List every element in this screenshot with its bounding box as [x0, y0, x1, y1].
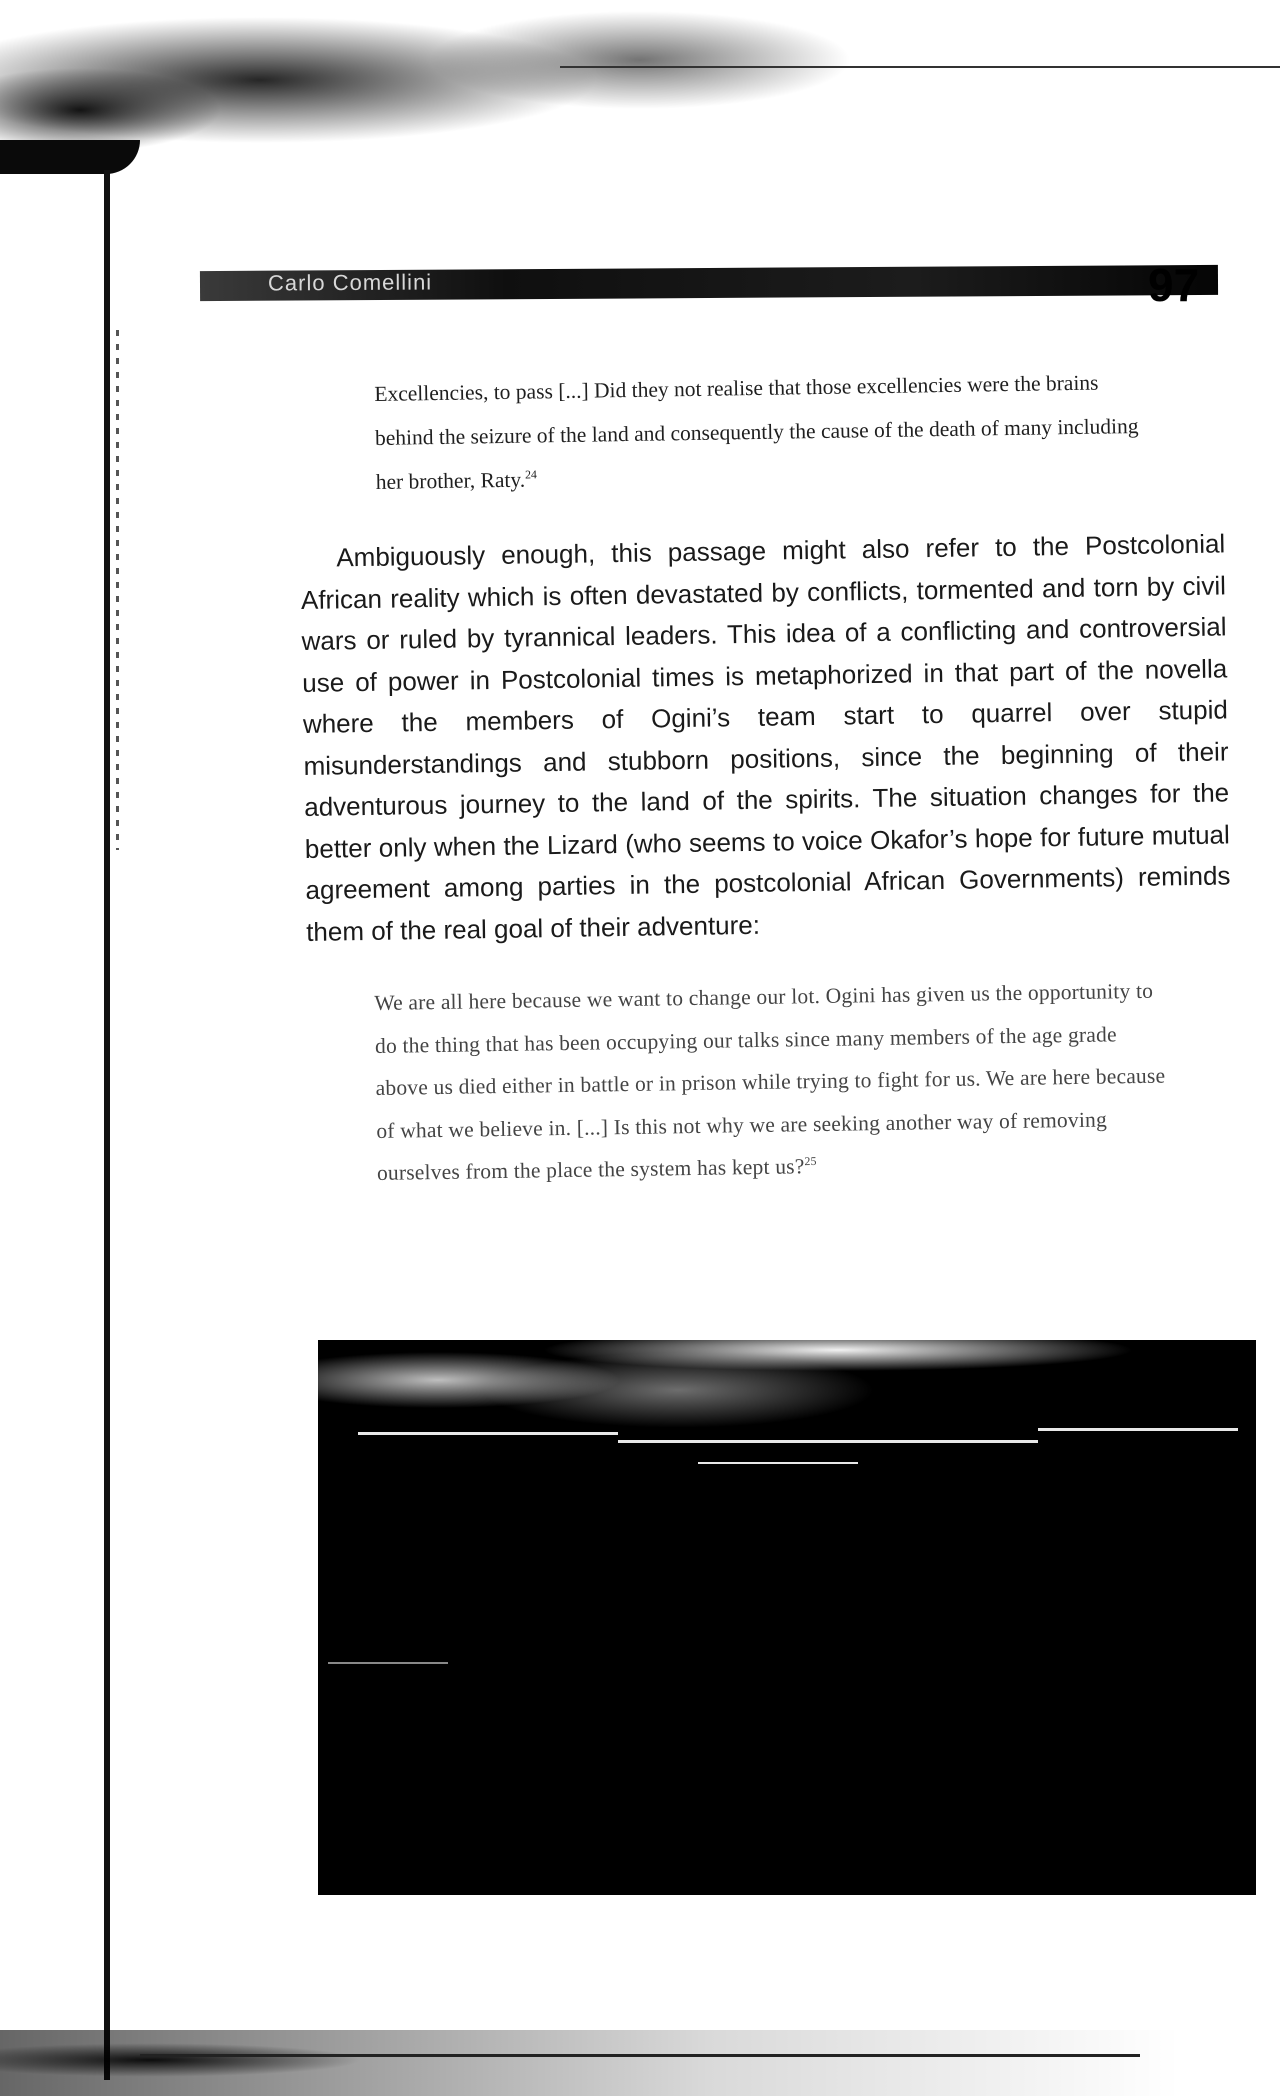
photo-water-sheen — [358, 1432, 618, 1435]
block-quote-bottom-text: We are all here because we want to change our lot. Ogini has given us the opportunity to do the thing that has been occupying our talks since many members of the age grade above us died either in battle or in prison while trying to fight for us. We are here because of what we believe in. [...] Is this not why we are seeking another way of removing ourselves from the place the system has kept us? — [374, 978, 1166, 1185]
photo-water-sheen — [698, 1462, 858, 1464]
book-spine-top — [0, 140, 140, 174]
margin-dots — [116, 330, 119, 850]
top-scan-shadow — [0, 0, 1000, 180]
bottom-rule — [140, 2054, 1140, 2057]
page-number: 97 — [1148, 259, 1200, 311]
running-header-author: Carlo Comellini — [267, 269, 433, 296]
photo-ripple — [328, 1662, 448, 1664]
block-quote-top — [374, 360, 1156, 504]
footnote-marker-25: 25 — [804, 1153, 817, 1169]
block-quote-top-text: Excellencies, to pass [...] Did they not realise that those excellencies were the brains behind the seizure of the land and consequently the cause of the death of many including her brother, Raty. — [374, 370, 1139, 494]
top-rule — [560, 66, 1280, 68]
photo-treeline — [956, 1340, 1256, 1410]
landscape-photo-icon — [318, 1340, 1256, 1895]
footnote-marker-24: 24 — [524, 467, 537, 482]
book-spine-edge — [104, 170, 110, 2080]
bottom-scan-shadow — [0, 2030, 1180, 2096]
photo-water-sheen — [1038, 1428, 1238, 1431]
photo-water-sheen — [618, 1440, 1038, 1443]
body-paragraph: Ambiguously enough, this passage might also refer to the Postcolonial African reality which is often devastated by conflicts, tormented and torn by civil wars or ruled by tyrannical leaders. This idea of a conflicting and controversial use of power in Postcolonial times is metaphorized in that part of the novella where the members of Ogini’s team start to quarrel over stupid misunderstandings and stubborn positions, since the beginning of their adventurous journey to the land of the spirits. The situation changes for the better only when the Lizard (who seems to voice Okafor’s hope for future mutual agreement among parties in the postcolonial African Governments) reminds them of the real goal of their adventure: — [300, 528, 1231, 947]
block-quote-bottom — [374, 970, 1167, 1195]
